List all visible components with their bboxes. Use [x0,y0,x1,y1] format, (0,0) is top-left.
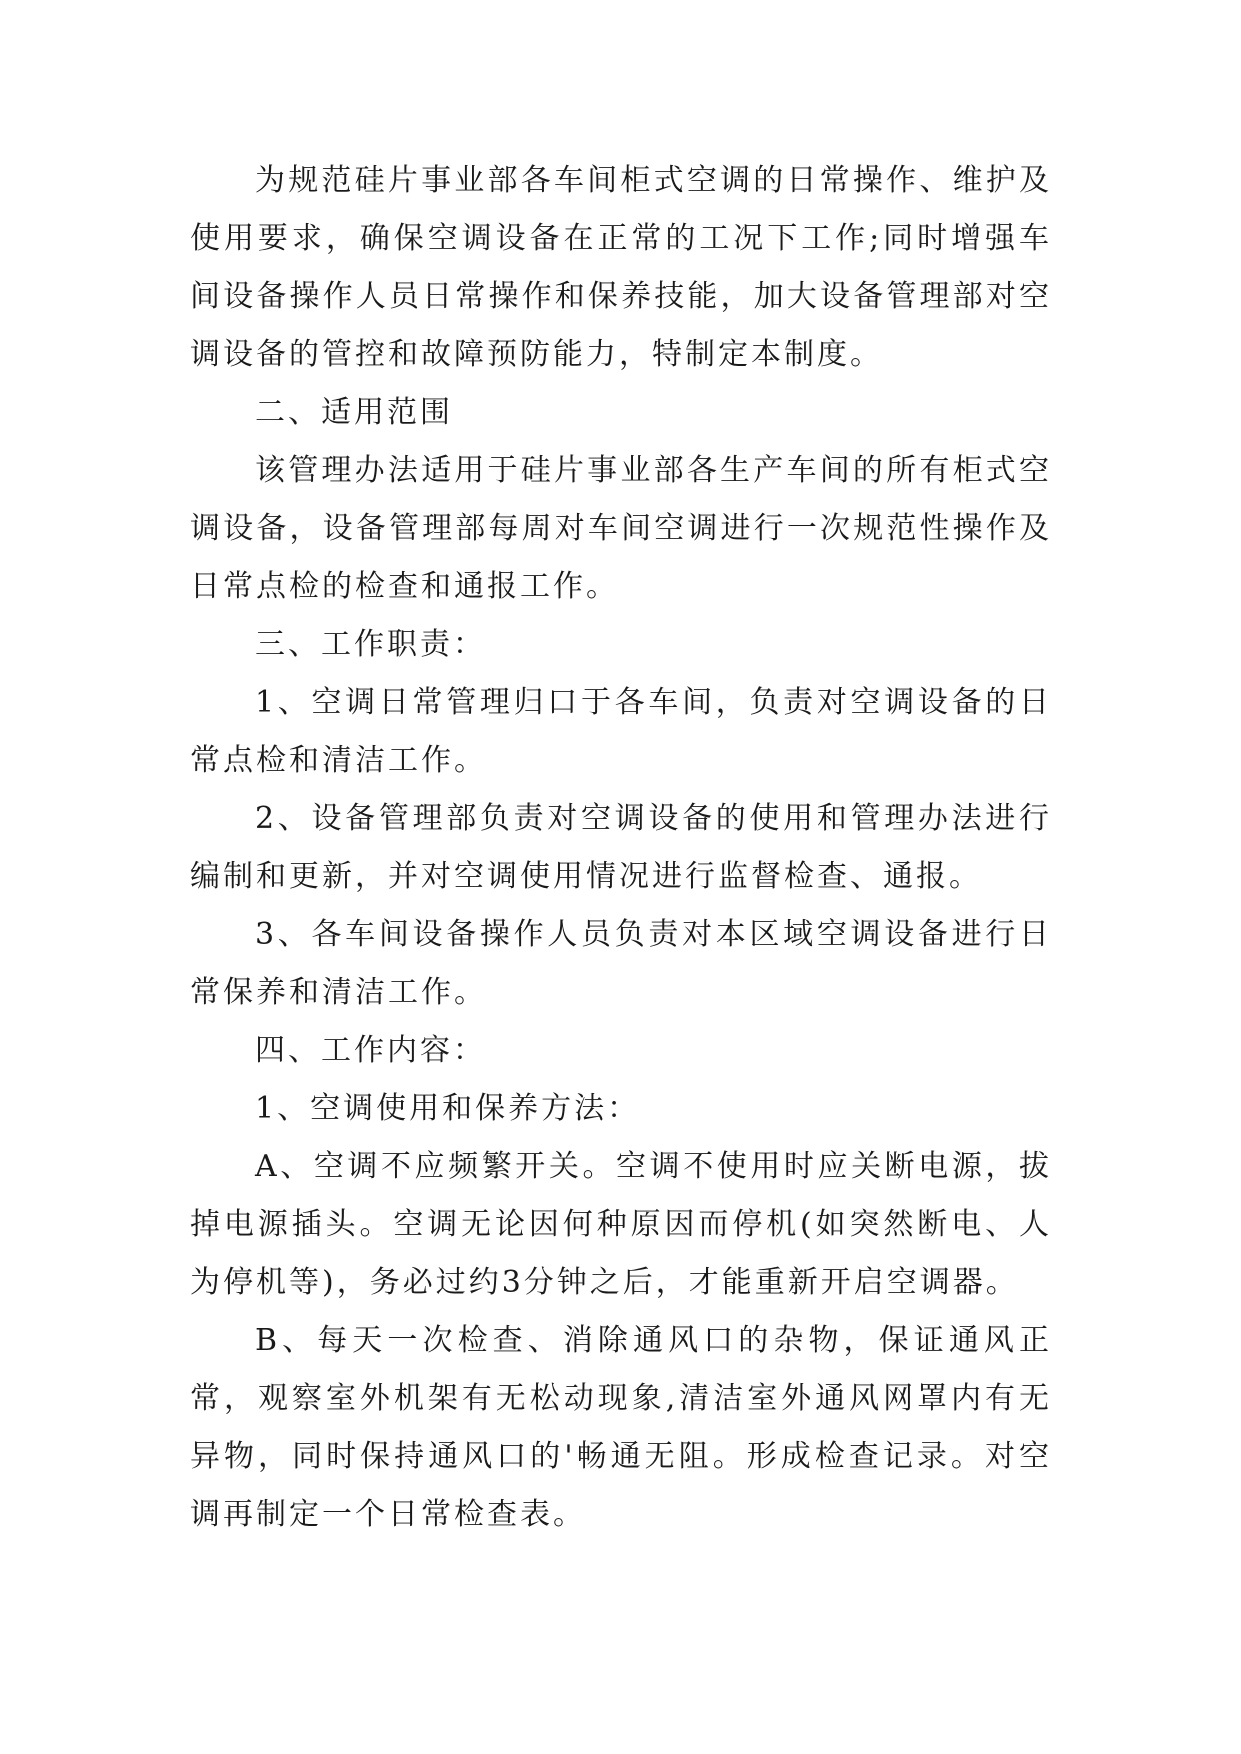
document-page [190,152,1052,1544]
intro-paragraph: 为规范硅片事业部各车间柜式空调的日常操作、维护及使用要求，确保空调设备在正常的工况下工作;同时增强车间设备操作人员日常操作和保养技能，加大设备管理部对空调设备的管控和故障预防能力，特制定本制度。 [190,163,1052,372]
section-heading-scope: 二、适用范围 [255,395,453,430]
rule-paragraph-a: A、空调不应频繁开关。空调不使用时应关断电源，拔掉电源插头。空调无论因何种原因而停机(如突然断电、人为停机等)，务必过约3分钟之后，才能重新开启空调器。 [190,1149,1052,1300]
scope-paragraph: 该管理办法适用于硅片事业部各生产车间的所有柜式空调设备，设备管理部每周对车间空调进行一次规范性操作及日常点检的检查和通报工作。 [190,453,1052,604]
responsibility-item-3: 3、各车间设备操作人员负责对本区域空调设备进行日常保养和清洁工作。 [190,917,1052,1010]
section-heading-work-content: 四、工作内容： [255,1033,486,1068]
rule-paragraph-b: B、每天一次检查、消除通风口的杂物，保证通风正常，观察室外机架有无松动现象,清洁室外通风网罩内有无异物，同时保持通风口的'畅通无阻。形成检查记录。对空调再制定一个日常检查表。 [190,1323,1052,1532]
responsibility-item-1: 1、空调日常管理归口于各车间，负责对空调设备的日常点检和清洁工作。 [190,685,1052,778]
subheading-usage-maintenance: 1、空调使用和保养方法： [255,1091,641,1126]
responsibility-item-2: 2、设备管理部负责对空调设备的使用和管理办法进行编制和更新，并对空调使用情况进行监督检查、通报。 [190,801,1052,894]
section-heading-responsibilities: 三、工作职责： [255,627,486,662]
